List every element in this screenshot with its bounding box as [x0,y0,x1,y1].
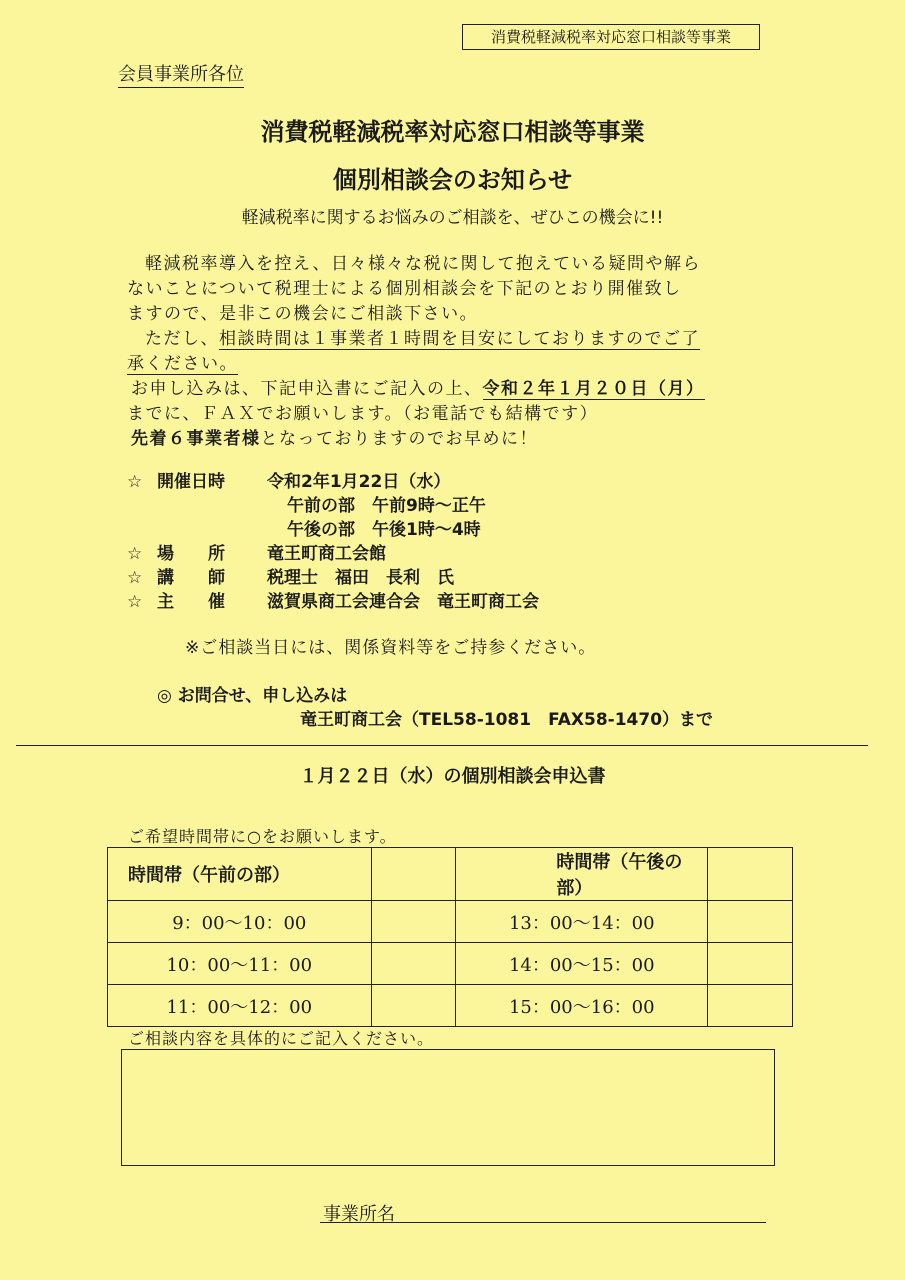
morning-header: 時間帯（午前の部） [108,848,372,901]
morning-slot: 9：00～10：00 [108,901,372,943]
intro-line-3: ますので、是非この機会にご相談下さい。 [127,304,479,324]
intro-line-4 [145,324,700,349]
lecturer-label: 講 師 [157,568,225,588]
date-value: 令和2年1月22日（水） [267,472,451,492]
contact-intro: ◎ お問合せ、申し込みは [157,686,348,706]
table-row [108,943,793,985]
consult-caption: ご相談内容を具体的にご記入ください。 [128,1029,435,1048]
date-label: 開催日時 [157,472,225,492]
intro-line-6 [131,374,705,399]
afternoon-slot: 14：00～15：00 [456,943,708,985]
afternoon-slot-checkbox[interactable] [708,943,793,985]
slot-caption: ご希望時間帯に○をお願いします。 [128,827,397,846]
contact-details: 竜王町商工会（TEL58-1081 FAX58-1470）まで [300,710,714,730]
cut-line [16,745,868,746]
morning-slot-checkbox[interactable] [371,985,456,1027]
intro-line-5 [127,349,238,374]
deadline: 令和２年１月２０日（月） [482,379,705,399]
document-subtitle: 個別相談会のお知らせ [332,166,573,194]
intro-line-1: 軽減税率導入を控え、日々様々な税に関して抱えている疑問や解ら [145,254,702,274]
intro-line-8-rest: となっておりますのでお早めに！ [260,429,538,449]
morning-session: 午前の部 午前9時～正午 [287,496,486,516]
morning-slot-checkbox[interactable] [371,901,456,943]
intro-line-2: ないことについて税理士による個別相談会を下記のとおり開催致し [127,279,682,299]
star-icon: ☆ [127,592,143,612]
document-title: 消費税軽減税率対応窓口相談等事業 [260,118,645,146]
event-date [127,467,450,492]
host-value: 滋賀県商工会連合会 竜王町商工会 [267,592,539,612]
table-row [108,985,793,1027]
afternoon-slot-checkbox[interactable] [708,901,793,943]
star-icon: ☆ [127,472,143,492]
recipient-line: 会員事業所各位 [118,60,244,88]
time-limit-notice: 相談時間は１事業者１時間を目安にしておりますのでご了 [219,329,700,349]
morning-mark-header [371,848,456,901]
afternoon-mark-header [708,848,793,901]
afternoon-slot: 13：00～14：00 [456,901,708,943]
intro-line-6-prefix: お申し込みは、下記申込書にご記入の上、 [131,379,483,399]
venue-label: 場 所 [157,544,225,564]
program-tag: 消費税軽減税率対応窓口相談等事業 [462,24,760,50]
tagline: 軽減税率に関するお悩みのご相談を、ぜひこの機会に!! [241,208,664,228]
table-row [108,901,793,943]
morning-slot-checkbox[interactable] [371,943,456,985]
intro-line-8 [131,424,538,449]
morning-slot: 11：00～12：00 [108,985,372,1027]
lecturer-value: 税理士 福田 長利 氏 [267,568,454,588]
morning-slot: 10：00～11：00 [108,943,372,985]
business-name-field[interactable] [320,1222,766,1223]
event-lecturer [127,563,454,588]
first-come-limit: 先着６事業者様 [131,429,261,449]
afternoon-header: 時間帯（午後の部） [456,848,708,901]
event-host [127,587,539,612]
afternoon-slot: 15：00～16：00 [456,985,708,1027]
intro-line-7: までに、ＦＡＸでお願いします。（お電話でも結構です） [127,404,599,424]
venue-value: 竜王町商工会館 [267,544,386,564]
star-icon: ☆ [127,544,143,564]
star-icon: ☆ [127,568,143,588]
time-limit-notice-end: 承ください。 [127,354,238,374]
afternoon-session: 午後の部 午後1時～4時 [287,520,481,540]
consultation-details-field[interactable] [121,1049,775,1166]
table-header-row [108,848,793,901]
materials-note: ※ご相談当日には、関係資料等をご持参ください。 [185,638,597,658]
event-venue [127,539,386,564]
business-name-label: 事業所名 [323,1204,395,1225]
afternoon-slot-checkbox[interactable] [708,985,793,1027]
form-title: １月２２日（水）の個別相談会申込書 [299,766,606,787]
time-slot-table [107,847,793,1027]
intro-line-4-prefix: ただし、 [145,329,219,349]
host-label: 主 催 [157,592,225,612]
